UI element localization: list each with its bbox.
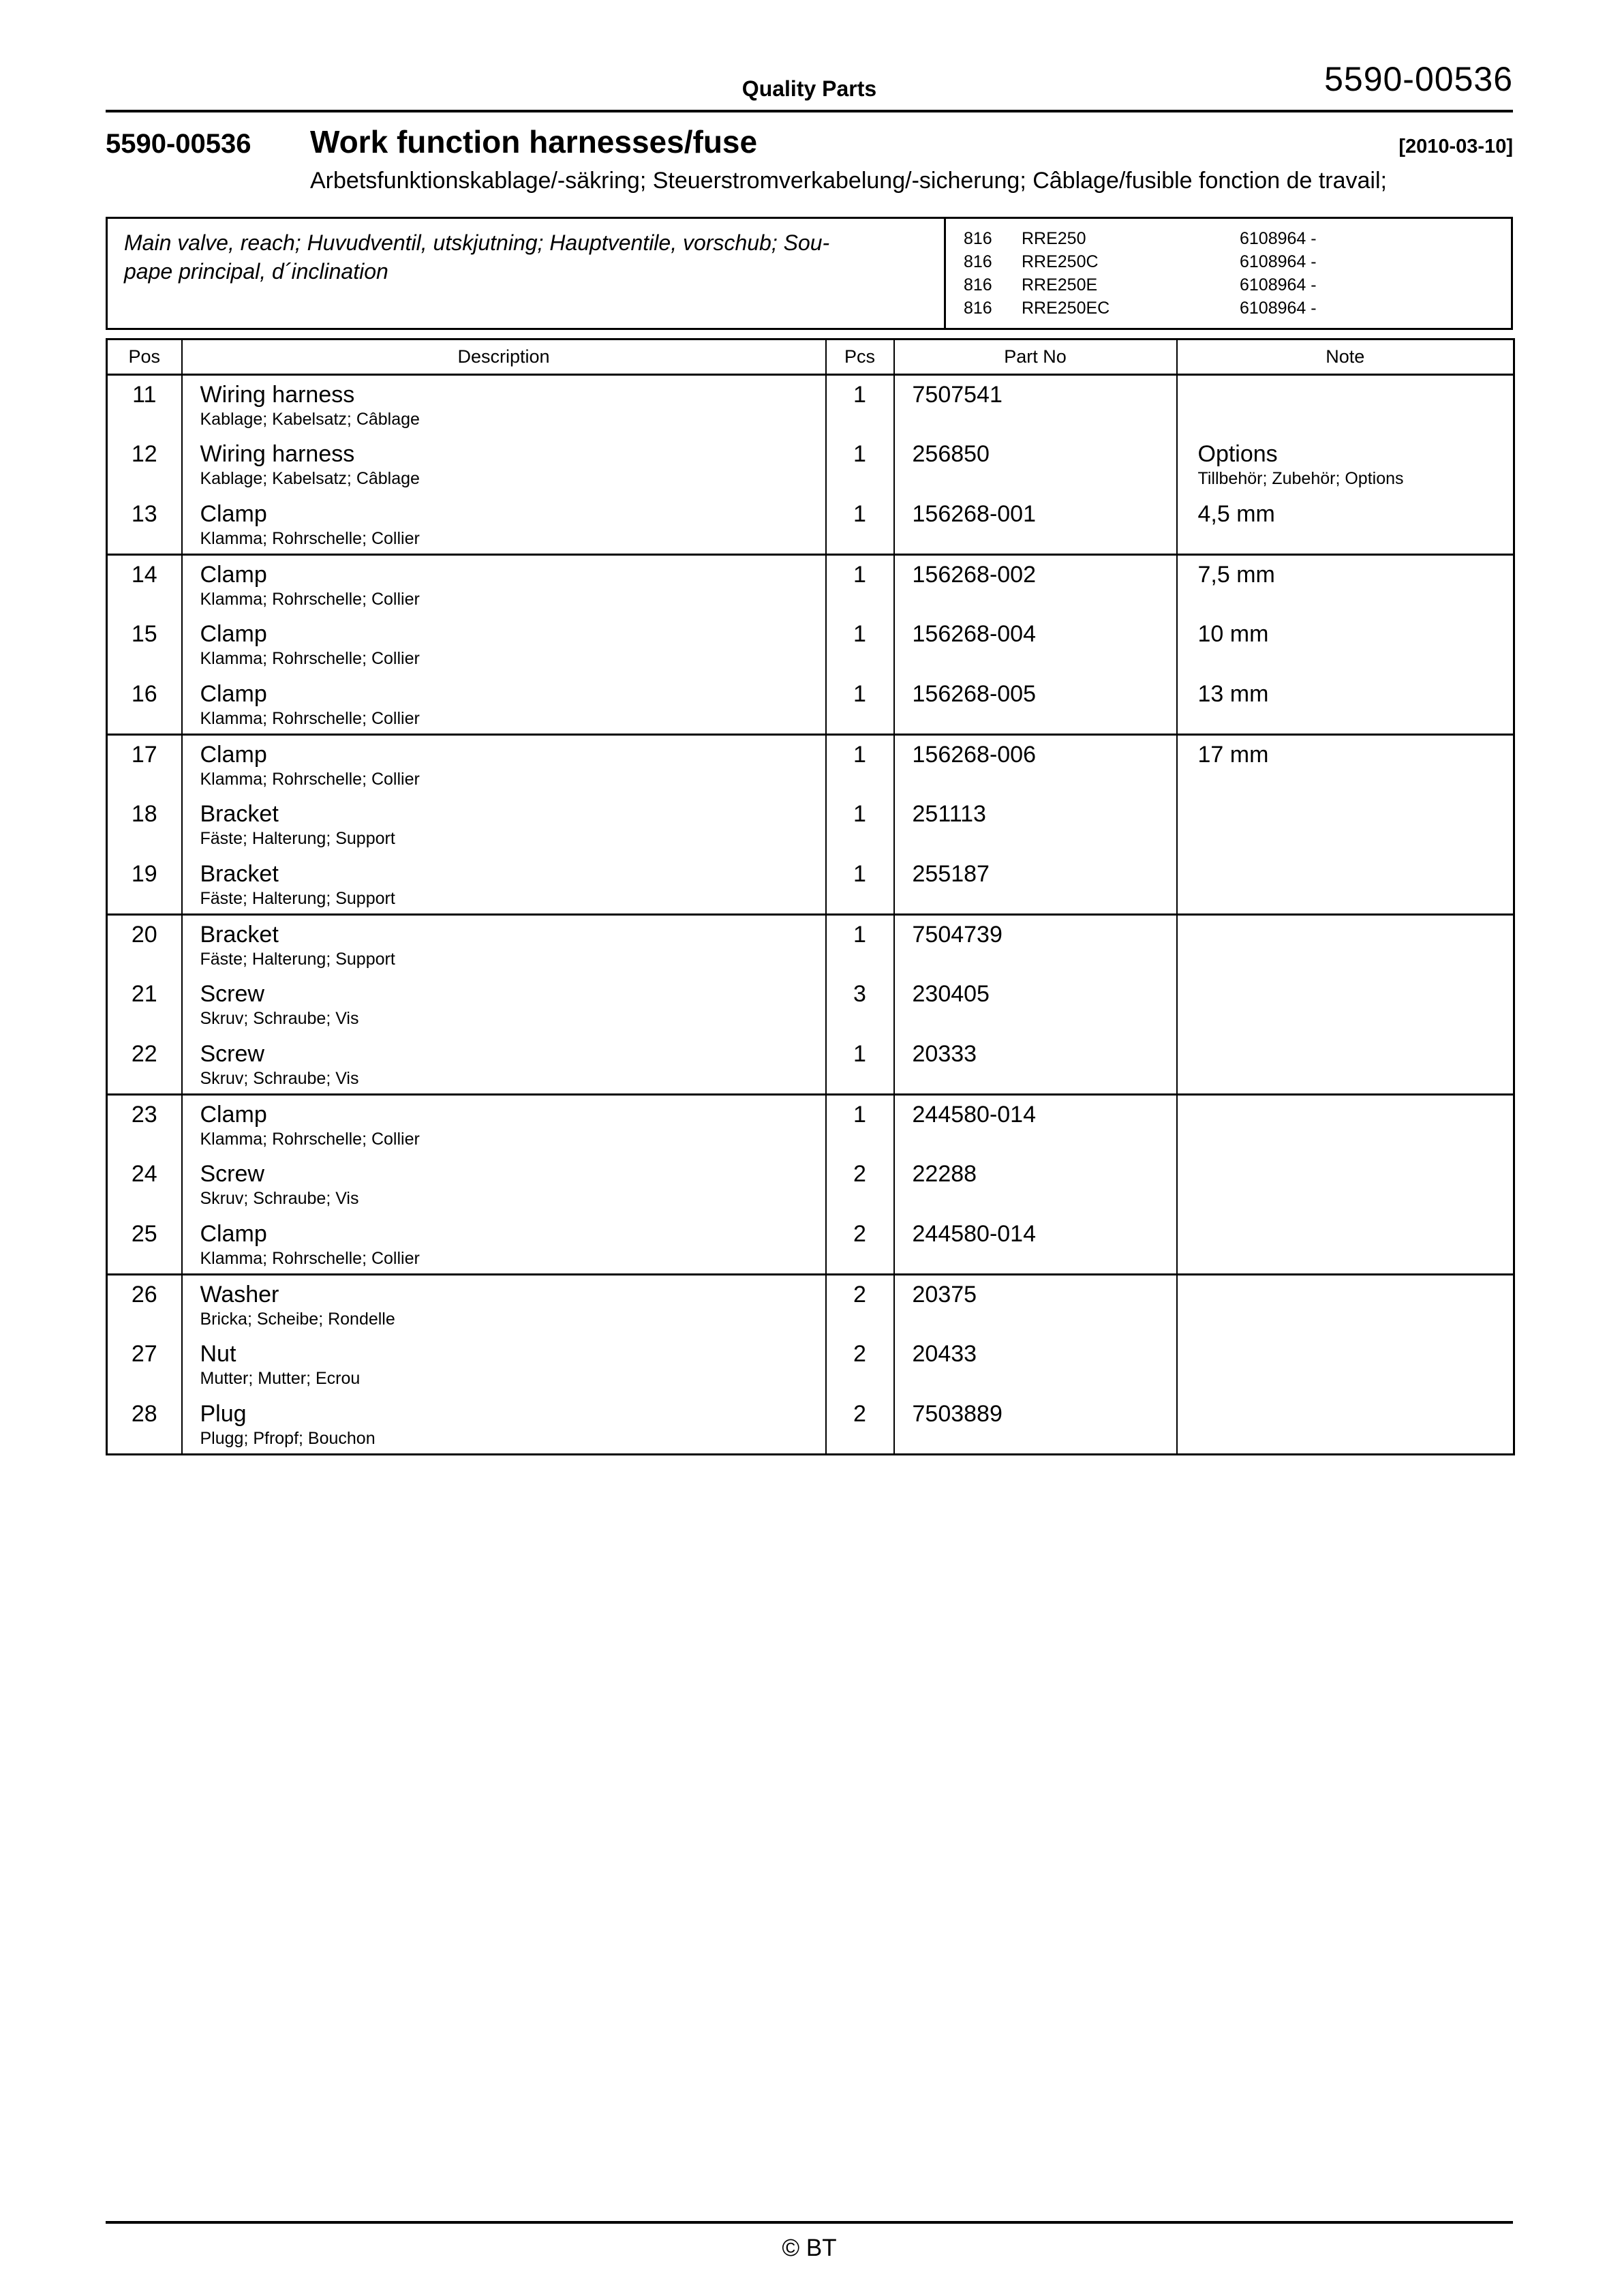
description-sub: Klamma; Rohrschelle; Collier <box>200 590 420 609</box>
table-row <box>107 1095 1514 1155</box>
header-rule <box>106 110 1513 112</box>
description-sub: Bricka; Scheibe; Rondelle <box>200 1310 395 1329</box>
cell-part-no: 20433 <box>894 1335 1177 1395</box>
cell-pcs: 3 <box>826 975 894 1035</box>
cell-pos: 20 <box>107 915 182 975</box>
cell-part-no: 256850 <box>894 435 1177 495</box>
cell-description <box>182 1335 826 1395</box>
cell-description <box>182 1215 826 1275</box>
cell-pcs: 1 <box>826 375 894 435</box>
header-row <box>107 339 1514 375</box>
table-row <box>107 855 1514 915</box>
model-row <box>964 227 1504 250</box>
cell-description <box>182 735 826 795</box>
description-main: Clamp <box>200 500 267 527</box>
cell-note <box>1177 1095 1514 1155</box>
cell-pos: 17 <box>107 735 182 795</box>
note-sub: Tillbehör; Zubehör; Options <box>1197 468 1404 488</box>
column-header-pcs: Pcs <box>826 339 894 375</box>
cell-pos: 13 <box>107 495 182 555</box>
page-title: Work function harnesses/fuse <box>310 124 758 160</box>
description-main: Clamp <box>200 1220 267 1247</box>
cell-description <box>182 1035 826 1095</box>
cell-part-no: 156268-006 <box>894 735 1177 795</box>
description-main: Screw <box>200 1160 264 1187</box>
cell-pos: 28 <box>107 1395 182 1455</box>
cell-pcs: 1 <box>826 795 894 855</box>
cell-description <box>182 435 826 495</box>
description-main: Plug <box>200 1400 247 1427</box>
info-description <box>108 219 946 328</box>
cell-part-no: 20333 <box>894 1035 1177 1095</box>
note-main: 17 mm <box>1197 742 1269 768</box>
model-name: RRE250EC <box>1022 299 1110 318</box>
title-main <box>310 123 1513 196</box>
table-row <box>107 1335 1514 1395</box>
cell-pos: 21 <box>107 975 182 1035</box>
description-sub: Skruv; Schraube; Vis <box>200 1188 359 1208</box>
note-main: 4,5 mm <box>1197 500 1275 527</box>
note-main: 10 mm <box>1197 620 1269 647</box>
description-sub: Plugg; Pfropf; Bouchon <box>200 1428 376 1448</box>
cell-pcs: 1 <box>826 495 894 555</box>
cell-note <box>1177 795 1514 855</box>
cell-pcs: 2 <box>826 1155 894 1215</box>
cell-description <box>182 375 826 435</box>
cell-pos: 25 <box>107 1215 182 1275</box>
parts-table <box>106 338 1515 1455</box>
cell-pcs: 1 <box>826 615 894 675</box>
cell-part-no: 156268-004 <box>894 615 1177 675</box>
cell-pos: 15 <box>107 615 182 675</box>
table-row <box>107 915 1514 975</box>
table-row <box>107 735 1514 795</box>
description-main: Clamp <box>200 742 267 768</box>
description-main: Clamp <box>200 1102 267 1128</box>
description-main: Wiring harness <box>200 440 355 467</box>
cell-part-no: 156268-005 <box>894 675 1177 735</box>
title-code: 5590-00536 <box>106 129 251 159</box>
cell-part-no: 156268-001 <box>894 495 1177 555</box>
cell-description <box>182 975 826 1035</box>
cell-part-no: 7507541 <box>894 375 1177 435</box>
cell-pcs: 1 <box>826 1035 894 1095</box>
cell-description <box>182 1155 826 1215</box>
cell-note <box>1177 375 1514 435</box>
column-header-part-no: Part No <box>894 339 1177 375</box>
model-code: 816 <box>964 229 992 248</box>
copyright-label: © BT <box>782 2235 837 2261</box>
cell-pcs: 1 <box>826 855 894 915</box>
description-sub: Kablage; Kabelsatz; Câblage <box>200 410 420 429</box>
cell-pcs: 2 <box>826 1215 894 1275</box>
model-serial: 6108964 - <box>1240 275 1317 294</box>
table-row <box>107 375 1514 435</box>
table-row <box>107 1035 1514 1095</box>
description-sub: Mutter; Mutter; Ecrou <box>200 1368 361 1388</box>
cell-note <box>1177 495 1514 555</box>
table-row <box>107 615 1514 675</box>
cell-pos: 12 <box>107 435 182 495</box>
cell-note <box>1177 1215 1514 1275</box>
cell-part-no: 244580-014 <box>894 1215 1177 1275</box>
page-header <box>106 0 1513 104</box>
parts-table-body <box>107 375 1514 1455</box>
table-row <box>107 495 1514 555</box>
cell-note <box>1177 1275 1514 1335</box>
table-row <box>107 675 1514 735</box>
cell-description <box>182 615 826 675</box>
cell-pcs: 2 <box>826 1335 894 1395</box>
cell-description <box>182 495 826 555</box>
description-main: Wiring harness <box>200 382 355 408</box>
column-header-pos: Pos <box>107 339 182 375</box>
title-section <box>106 123 1513 196</box>
page-footer <box>106 2221 1513 2262</box>
cell-pos: 26 <box>107 1275 182 1335</box>
cell-part-no: 251113 <box>894 795 1177 855</box>
model-code: 816 <box>964 252 992 271</box>
cell-note <box>1177 555 1514 615</box>
cell-note <box>1177 1395 1514 1455</box>
cell-pos: 11 <box>107 375 182 435</box>
cell-note <box>1177 615 1514 675</box>
model-serial: 6108964 - <box>1240 229 1317 248</box>
cell-note <box>1177 735 1514 795</box>
cell-pcs: 1 <box>826 1095 894 1155</box>
note-main: 7,5 mm <box>1197 562 1275 588</box>
model-row <box>964 297 1504 320</box>
description-main: Screw <box>200 980 264 1007</box>
cell-description <box>182 1275 826 1335</box>
cell-pos: 16 <box>107 675 182 735</box>
model-list <box>946 219 1511 328</box>
description-main: Bracket <box>200 922 279 948</box>
cell-note <box>1177 855 1514 915</box>
model-serial: 6108964 - <box>1240 299 1317 318</box>
description-sub: Fäste; Halterung; Support <box>200 888 395 908</box>
cell-part-no: 255187 <box>894 855 1177 915</box>
cell-pos: 24 <box>107 1155 182 1215</box>
cell-note <box>1177 675 1514 735</box>
cell-pcs: 1 <box>826 555 894 615</box>
cell-pcs: 1 <box>826 915 894 975</box>
column-header-description: Description <box>182 339 826 375</box>
model-name: RRE250 <box>1022 229 1086 248</box>
model-code: 816 <box>964 275 992 294</box>
info-box <box>106 217 1513 330</box>
cell-part-no: 20375 <box>894 1275 1177 1335</box>
cell-note <box>1177 975 1514 1035</box>
description-sub: Skruv; Schraube; Vis <box>200 1068 359 1088</box>
description-sub: Klamma; Rohrschelle; Collier <box>200 1248 420 1268</box>
table-row <box>107 1215 1514 1275</box>
description-main: Clamp <box>200 562 267 588</box>
cell-note <box>1177 1035 1514 1095</box>
cell-pcs: 2 <box>826 1275 894 1335</box>
table-row <box>107 975 1514 1035</box>
description-sub: Klamma; Rohrschelle; Collier <box>200 770 420 789</box>
cell-description <box>182 855 826 915</box>
model-code: 816 <box>964 299 992 318</box>
description-main: Nut <box>200 1340 236 1367</box>
model-row <box>964 250 1504 273</box>
cell-part-no: 22288 <box>894 1155 1177 1215</box>
info-description-line1: Main valve, reach; Huvudventil, utskjutning; Hauptventile, vorschub; Sou- <box>124 230 830 255</box>
table-row <box>107 795 1514 855</box>
description-sub: Klamma; Rohrschelle; Collier <box>200 1130 420 1149</box>
model-row <box>964 273 1504 297</box>
cell-part-no: 230405 <box>894 975 1177 1035</box>
cell-part-no: 7503889 <box>894 1395 1177 1455</box>
description-sub: Kablage; Kabelsatz; Câblage <box>200 468 420 488</box>
description-sub: Skruv; Schraube; Vis <box>200 1008 359 1028</box>
column-header-note: Note <box>1177 339 1514 375</box>
cell-note <box>1177 1155 1514 1215</box>
cell-description <box>182 1095 826 1155</box>
cell-pos: 18 <box>107 795 182 855</box>
description-main: Clamp <box>200 620 267 647</box>
model-name: RRE250E <box>1022 275 1098 294</box>
table-row <box>107 1395 1514 1455</box>
cell-pcs: 1 <box>826 735 894 795</box>
cell-pcs: 1 <box>826 675 894 735</box>
parts-table-head <box>107 339 1514 375</box>
description-main: Clamp <box>200 680 267 707</box>
cell-note <box>1177 915 1514 975</box>
description-sub: Klamma; Rohrschelle; Collier <box>200 708 420 728</box>
cell-pos: 14 <box>107 555 182 615</box>
cell-description <box>182 795 826 855</box>
cell-description <box>182 915 826 975</box>
title-subtitle: Arbetsfunktionskablage/-säkring; Steuerstromverkabelung/-sicherung; Câblage/fusible fonction de travail; <box>310 168 1387 194</box>
table-row <box>107 1275 1514 1335</box>
description-main: Bracket <box>200 860 279 887</box>
cell-note <box>1177 1335 1514 1395</box>
note-main: Options <box>1197 440 1278 467</box>
description-sub: Fäste; Halterung; Support <box>200 828 395 848</box>
cell-pos: 22 <box>107 1035 182 1095</box>
cell-description <box>182 675 826 735</box>
model-serial: 6108964 - <box>1240 252 1317 271</box>
table-row <box>107 435 1514 495</box>
description-main: Screw <box>200 1040 264 1067</box>
description-main: Washer <box>200 1282 279 1308</box>
cell-part-no: 156268-002 <box>894 555 1177 615</box>
model-name: RRE250C <box>1022 252 1099 271</box>
title-row <box>310 123 1513 160</box>
cell-note <box>1177 435 1514 495</box>
cell-pos: 19 <box>107 855 182 915</box>
table-row <box>107 1155 1514 1215</box>
cell-pcs: 1 <box>826 435 894 495</box>
cell-pcs: 2 <box>826 1395 894 1455</box>
note-main: 13 mm <box>1197 680 1269 707</box>
doc-number: 5590-00536 <box>1324 60 1513 98</box>
info-description-line2: pape principal, d´inclination <box>124 259 388 284</box>
quality-parts-label: Quality Parts <box>741 76 877 101</box>
table-row <box>107 555 1514 615</box>
description-sub: Fäste; Halterung; Support <box>200 950 395 969</box>
cell-part-no: 244580-014 <box>894 1095 1177 1155</box>
page-content <box>106 0 1513 1455</box>
cell-description <box>182 555 826 615</box>
description-main: Bracket <box>200 800 279 827</box>
cell-part-no: 7504739 <box>894 915 1177 975</box>
cell-pos: 27 <box>107 1335 182 1395</box>
title-date: [2010-03-10] <box>1398 136 1513 157</box>
description-sub: Klamma; Rohrschelle; Collier <box>200 528 420 548</box>
cell-pos: 23 <box>107 1095 182 1155</box>
description-sub: Klamma; Rohrschelle; Collier <box>200 648 420 668</box>
cell-description <box>182 1395 826 1455</box>
